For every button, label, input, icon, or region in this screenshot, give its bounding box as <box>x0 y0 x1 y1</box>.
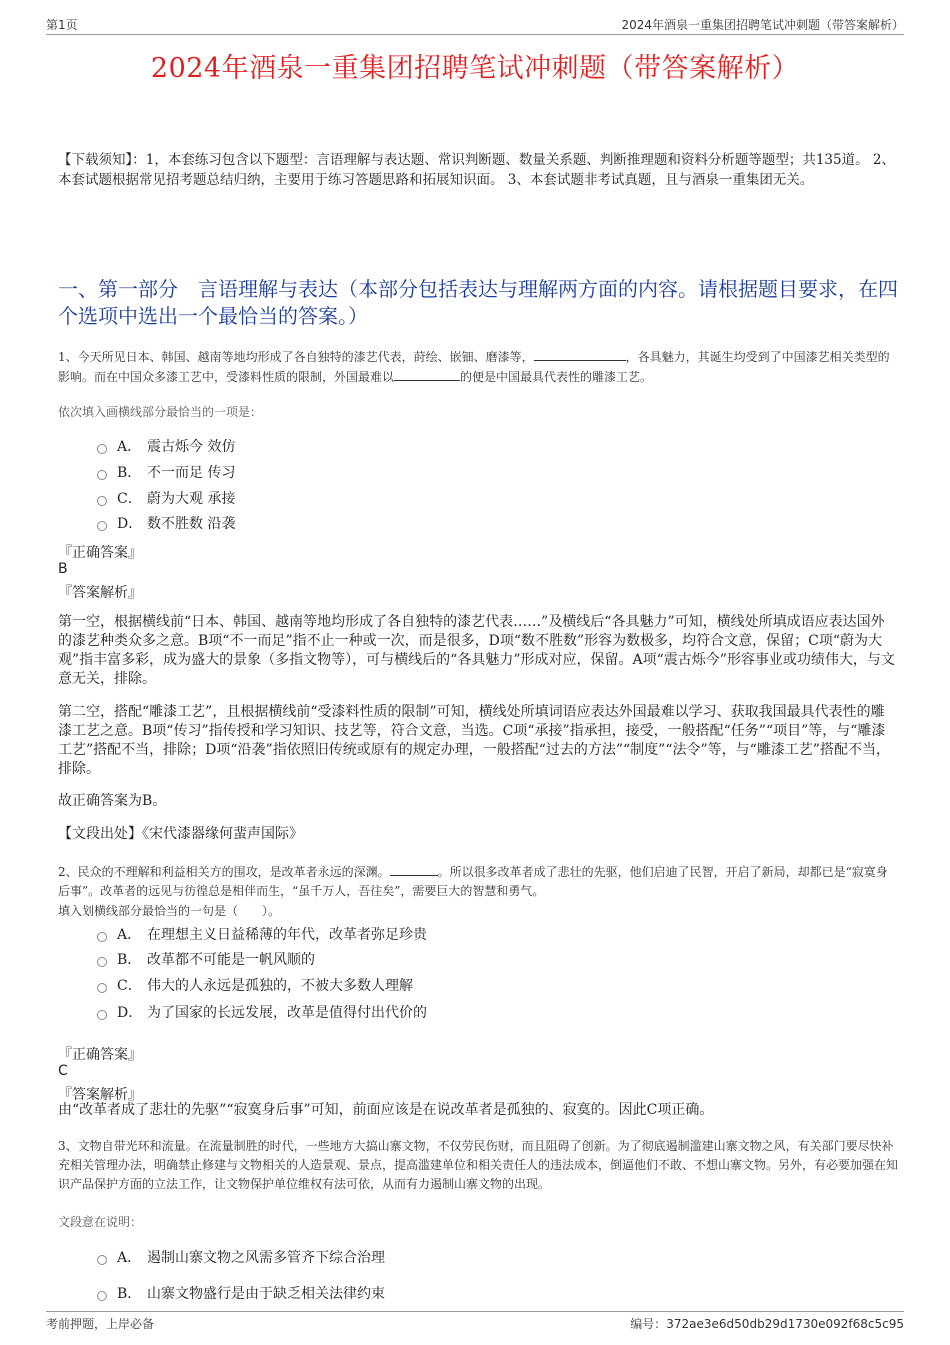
q2-option-a[interactable]: A． 在理想主义日益稀薄的年代，改革者弥足珍贵 <box>97 924 427 944</box>
question-1-analysis-1: 第一空，根据横线前“日本、韩国、越南等地均形成了各自独特的漆艺代表……”及横线后“各具魅力”可知，横线处所填成语应表达国外的漆艺种类众多之意。B项“不一而足”指不止一种或一次，而是很多，D项“数不胜数”形容为数极多，均符合文意，保留；C项“蔚为大观”指丰富多彩，成为盛大的景象（多指文物等），可与横线后的“各具魅力”形成对应，保留。A项“震古烁今”形容事业或功绩伟大，与文意无关，排除。 <box>58 614 895 687</box>
radio-button-icon[interactable] <box>97 496 107 506</box>
question-1-conclusion: 故正确答案为B。 <box>58 793 167 809</box>
section-heading: 一、第一部分 言语理解与表达（本部分包括表达与理解两方面的内容。请根据题目要求，在四个选项中选出一个最恰当的答案。） <box>58 277 898 328</box>
q1-option-d[interactable]: D． 数不胜数 沿袭 <box>97 513 235 533</box>
document-title: 2024年酒泉一重集团招聘笔试冲刺题（带答案解析） <box>150 53 800 84</box>
radio-button-icon[interactable] <box>97 1255 107 1265</box>
download-notice: 【下载须知】：1，本套练习包含以下题型：言语理解与表达题、常识判断题、数量关系题、判断推理题和资料分析题等题型；共135道。 2、本套试题根据常见招考题总结归纳，主要用于练习答题思路和拓展知识面。 3、本套试题非考试真题，且与酒泉一重集团无关。 <box>58 152 895 188</box>
correct-answer-label: 『正确答案』 <box>58 545 142 561</box>
question-1-source: 【文段出处】《宋代漆器缘何蜚声国际》 <box>58 826 303 842</box>
correct-answer-label: 『正确答案』 <box>58 1047 142 1063</box>
header-doc-name: 2024年酒泉一重集团招聘笔试冲刺题（带答案解析） <box>621 18 904 32</box>
q3-option-a[interactable]: A． 遏制山寨文物之风需多管齐下综合治理 <box>97 1247 385 1267</box>
radio-button-icon[interactable] <box>97 444 107 454</box>
page-header <box>46 14 904 35</box>
radio-button-icon[interactable] <box>97 470 107 480</box>
footer-serial-number: 编号：372ae3e6d50db29d1730e092f68c5c95 <box>630 1317 904 1331</box>
question-1-answer: B <box>58 561 68 577</box>
radio-button-icon[interactable] <box>97 932 107 942</box>
q2-option-c[interactable]: C． 伟大的人永远是孤独的，不被大多数人理解 <box>97 975 413 995</box>
analysis-label: 『答案解析』 <box>58 585 142 601</box>
blank-line <box>394 367 460 381</box>
q1-option-a[interactable]: A． 震古烁今 效仿 <box>97 436 235 456</box>
question-3-prompt: 文段意在说明： <box>58 1215 143 1229</box>
radio-button-icon[interactable] <box>97 521 107 531</box>
q1-option-b[interactable]: B． 不一而足 传习 <box>97 462 235 482</box>
blank-line <box>534 347 626 361</box>
q3-option-b[interactable]: B． 山寨文物盛行是由于缺乏相关法律约束 <box>97 1283 385 1303</box>
q2-option-b[interactable]: B． 改革都不可能是一帆风顺的 <box>97 949 315 969</box>
page-number: 第1页 <box>46 18 78 32</box>
footer-slogan: 考前押题，上岸必备 <box>46 1317 155 1331</box>
question-2-analysis: 由“改革者成了悲壮的先驱”“寂寞身后事”可知，前面应该是在说改革者是孤独的、寂寞的。因此C项正确。 <box>58 1102 714 1118</box>
radio-button-icon[interactable] <box>97 957 107 967</box>
question-2-prompt: 填入划横线部分最恰当的一句是（ ）。 <box>58 904 281 918</box>
question-1-text: 1、今天所见日本、韩国、越南等地均形成了各自独特的漆艺代表，莳绘、嵌钿、磨漆等， ，各具魅力，其诞生均受到了中国漆艺相关类型的影响。而在中国众多漆工艺中，受漆料性质的限制，外国最难以 的便是中国最具代表性的雕漆工艺。 <box>58 347 898 387</box>
q2-option-d[interactable]: D． 为了国家的长远发展，改革是值得付出代价的 <box>97 1002 427 1022</box>
question-3-text: 3、文物自带光环和流量。在流量制胜的时代，一些地方大搞山寨文物，不仅劳民伤财，而且阻碍了创新。为了彻底遏制滥建山寨文物之风，有关部门要尽快补充相关管理办法，明确禁止修建与文物相关的人造景观、景点，提高滥建单位和相关责任人的违法成本，倒逼他们不敢、不想山寨文物。另外，有必要加强在知识产品保护方面的立法工作，让文物保护单位维权有法可依，从而有力遏制山寨文物的出现。 <box>58 1139 899 1191</box>
question-2-answer: C <box>58 1063 68 1079</box>
question-2-text: 2、民众的不理解和利益相关方的围攻，是改革者永远的深渊。 。所以很多改革者成了悲壮的先驱，他们启迪了民智，开启了新局，却都已是“寂寞身后事”。改革者的远见与彷徨总是相伴而生，“虽千万人，吾往矣”，需要巨大的智慧和勇气。 <box>58 862 898 901</box>
blank-line <box>390 862 438 876</box>
question-1-prompt: 依次填入画横线部分最恰当的一项是： <box>58 405 263 419</box>
radio-button-icon[interactable] <box>97 983 107 993</box>
radio-button-icon[interactable] <box>97 1010 107 1020</box>
page-footer <box>46 1311 904 1332</box>
q1-option-c[interactable]: C． 蔚为大观 承接 <box>97 488 235 508</box>
question-1-analysis-2: 第二空，搭配“雕漆工艺”，且根据横线前“受漆料性质的限制”可知，横线处所填词语应表达外国最难以学习、获取我国最具代表性的雕漆工艺之意。B项“传习”指传授和学习知识、技艺等，符合文意，当选。C项“承接”指承担，接受，一般搭配“任务”“项目”等，与“雕漆工艺”搭配不当，排除；D项“沿袭”指依照旧传统或原有的规定办理，一般搭配“过去的方法”“制度”“法令”等，与“雕漆工艺”搭配不当，排除。 <box>58 704 890 777</box>
radio-button-icon[interactable] <box>97 1291 107 1301</box>
analysis-label: 『答案解析』 <box>58 1087 142 1103</box>
